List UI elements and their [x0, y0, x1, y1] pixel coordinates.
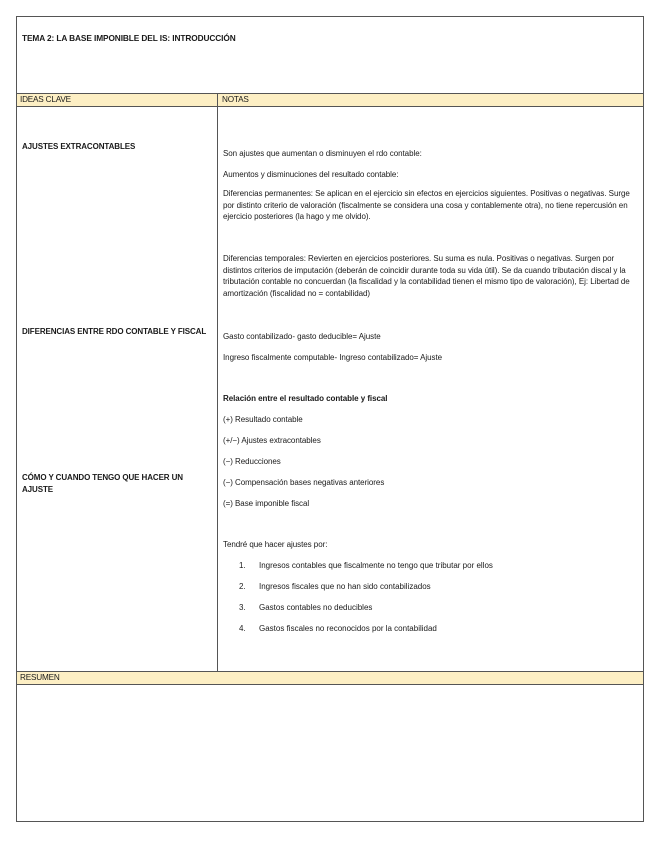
idea-diferencias-rdo: DIFERENCIAS ENTRE RDO CONTABLE Y FISCAL: [22, 327, 207, 336]
notes-body: [17, 107, 643, 672]
list-text: Gastos contables no deducibles: [259, 603, 373, 612]
notas-header: NOTAS: [222, 95, 249, 104]
note-diferencias-temporales: Diferencias temporales: Revierten en ejercicios posteriores. Su suma es nula. Positivas o negativas. Surgen por distintos criterios de imputación (deberán de coincidir durante toda su vida útil). Se da cuando tributación discal y la tributación contable no concuerdan (la fiscalidad y la contabilidad tienen el mismo tipo de valoración), Ej: Libertad de amortización (fiscalidad no = contabilidad): [223, 254, 630, 298]
resumen-area[interactable]: [17, 685, 643, 821]
idea-ajustes-extracontables: AJUSTES EXTRACONTABLES: [22, 142, 136, 151]
note-compensacion: (−) Compensación bases negativas anteriores: [223, 478, 385, 487]
list-number: 2.: [239, 582, 246, 591]
header-divider: [217, 94, 218, 107]
note-gasto-ajuste: Gasto contabilizado- gasto deducible= Ajuste: [223, 332, 381, 341]
note-reducciones: (−) Reducciones: [223, 457, 281, 466]
list-item: [239, 602, 629, 613]
page-title: TEMA 2: LA BASE IMPONIBLE DEL IS: INTRODUCCIÓN: [22, 33, 236, 43]
note-relacion-title: Relación entre el resultado contable y fiscal: [223, 394, 388, 403]
list-text: Gastos fiscales no reconocidos por la contabilidad: [259, 624, 437, 633]
ideas-clave-header: IDEAS CLAVE: [20, 95, 71, 104]
note-diferencias-permanentes: Diferencias permanentes: Se aplican en el ejercicio sin efectos en ejercicios siguientes. Positivas o negativas. Surge por distinto criterio de valoración (fiscalmente se considera una cosa y contablemente otra), no tiene repercusión en ejercicio posteriores (la hago y me olvido).: [223, 189, 630, 222]
note-ingreso-ajuste: Ingreso fiscalmente computable- Ingreso contabilizado= Ajuste: [223, 353, 443, 362]
note-aumentos-disminuciones: Aumentos y disminuciones del resultado contable:: [223, 170, 399, 179]
note-base-imponible: (=) Base imponible fiscal: [223, 499, 310, 508]
note-ajustes-extracontables: (+/−) Ajustes extracontables: [223, 436, 321, 445]
resumen-header: RESUMEN: [20, 673, 60, 682]
column-header-row: [17, 94, 643, 107]
list-text: Ingresos fiscales que no han sido contabilizados: [259, 582, 431, 591]
list-number: 1.: [239, 561, 246, 570]
title-row: [17, 17, 643, 94]
list-item: [239, 623, 629, 634]
cornell-notes-sheet: [16, 16, 644, 822]
list-text: Ingresos contables que fiscalmente no tengo que tributar por ellos: [259, 561, 493, 570]
column-divider: [217, 107, 218, 671]
idea-como-cuando-ajuste: CÓMO Y CUANDO TENGO QUE HACER UN AJUSTE: [22, 473, 183, 494]
note-ajustes-definicion: Son ajustes que aumentan o disminuyen el rdo contable:: [223, 149, 422, 158]
list-number: 3.: [239, 603, 246, 612]
note-resultado-contable: (+) Resultado contable: [223, 415, 303, 424]
list-item: [239, 581, 629, 592]
list-item: [239, 560, 629, 571]
note-ajustes-intro: Tendré que hacer ajustes por:: [223, 540, 328, 549]
list-number: 4.: [239, 624, 246, 633]
resumen-header-row: [17, 672, 643, 685]
